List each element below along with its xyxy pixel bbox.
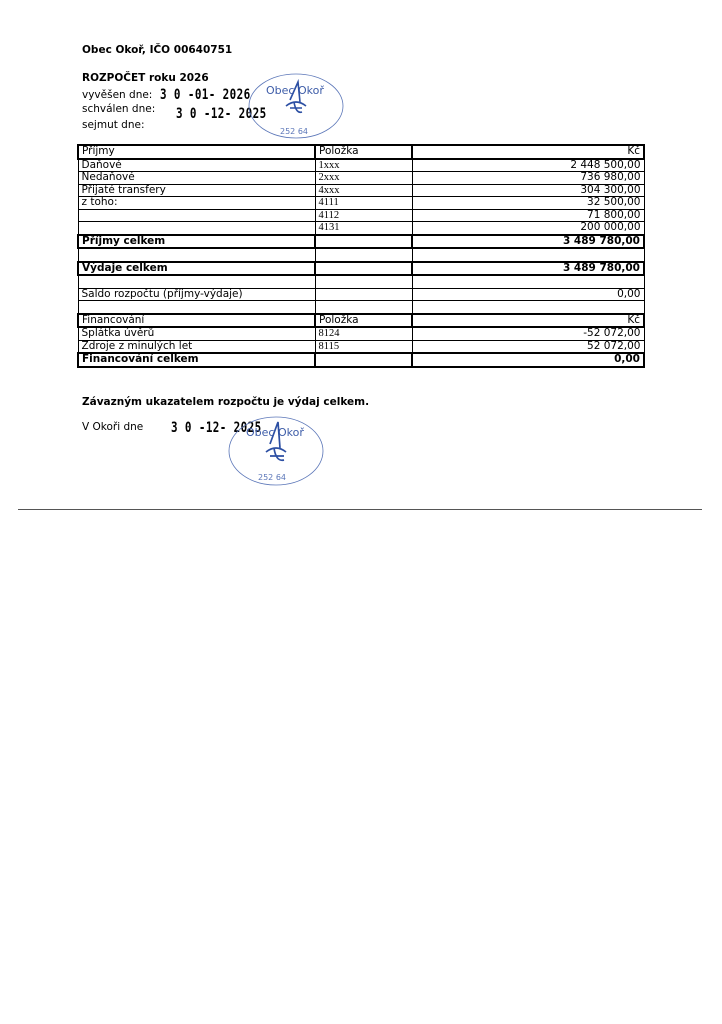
row-label: Nedaňové xyxy=(78,172,315,185)
municipal-seal-bottom xyxy=(226,414,326,486)
row-item: 4xxx xyxy=(315,184,412,197)
row-item: 4111 xyxy=(315,197,412,210)
row-item: 8115 xyxy=(315,340,412,353)
row-amount: 736 980,00 xyxy=(412,172,644,185)
seal-lettering: Obec Okoř xyxy=(246,426,304,439)
table-row xyxy=(78,159,644,172)
table-row xyxy=(78,209,644,222)
income-header-item: Položka xyxy=(315,145,412,159)
row-label xyxy=(78,209,315,222)
approved-date-stamp: 3 0 -12- 2025 xyxy=(176,106,267,122)
seal-postcode: 252 64 xyxy=(258,473,286,482)
balance-row xyxy=(78,288,644,301)
table-row xyxy=(78,327,644,340)
table-row xyxy=(78,172,644,185)
income-header-label: Příjmy xyxy=(78,145,315,159)
page-divider xyxy=(18,509,702,510)
row-amount: -52 072,00 xyxy=(412,327,644,340)
budget-table xyxy=(77,144,645,368)
expense-total-amount: 3 489 780,00 xyxy=(412,262,644,276)
row-label xyxy=(78,222,315,235)
financing-header-item: Položka xyxy=(315,314,412,328)
table-row xyxy=(78,340,644,353)
row-amount: 71 800,00 xyxy=(412,209,644,222)
row-label: Daňové xyxy=(78,159,315,172)
row-amount: 304 300,00 xyxy=(412,184,644,197)
row-label: z toho: xyxy=(78,197,315,210)
table-row xyxy=(78,184,644,197)
seal-lettering: Obec Okoř xyxy=(266,84,324,97)
financing-header-currency: Kč xyxy=(412,314,644,328)
income-total-amount: 3 489 780,00 xyxy=(412,235,644,249)
budget-title: ROZPOČET roku 2026 xyxy=(82,72,209,84)
row-amount: 200 000,00 xyxy=(412,222,644,235)
row-item: 8124 xyxy=(315,327,412,340)
table-row xyxy=(78,197,644,210)
signing-date-stamp: 3 0 -12- 2025 xyxy=(171,420,262,436)
balance-amount: 0,00 xyxy=(412,288,644,301)
row-item: 4112 xyxy=(315,209,412,222)
income-total-label: Příjmy celkem xyxy=(78,235,315,249)
expense-total-label: Výdaje celkem xyxy=(78,262,315,276)
income-header-row xyxy=(78,145,644,159)
financing-total-row xyxy=(78,353,644,367)
income-header-currency: Kč xyxy=(412,145,644,159)
row-label: Splátka úvěrů xyxy=(78,327,315,340)
row-amount: 52 072,00 xyxy=(412,340,644,353)
income-total-row xyxy=(78,235,644,249)
row-label: Zdroje z minulých let xyxy=(78,340,315,353)
municipality-header: Obec Okoř, IČO 00640751 xyxy=(82,44,233,56)
table-row xyxy=(78,222,644,235)
row-item: 1xxx xyxy=(315,159,412,172)
expense-total-row xyxy=(78,262,644,276)
place-label: V Okoři dne xyxy=(82,421,144,433)
posted-date-stamp: 3 0 -01- 2026 xyxy=(160,87,251,103)
row-amount: 32 500,00 xyxy=(412,197,644,210)
financing-total-amount: 0,00 xyxy=(412,353,644,367)
balance-label: Saldo rozpočtu (příjmy-výdaje) xyxy=(78,288,315,301)
row-item: 2xxx xyxy=(315,172,412,185)
row-label: Přijaté transfery xyxy=(78,184,315,197)
row-item: 4131 xyxy=(315,222,412,235)
financing-header-row xyxy=(78,314,644,328)
municipal-seal-top xyxy=(246,72,346,140)
binding-note: Závazným ukazatelem rozpočtu je výdaj celkem. xyxy=(82,396,370,408)
posted-label: vyvěšen dne: xyxy=(82,89,153,101)
row-amount: 2 448 500,00 xyxy=(412,159,644,172)
financing-total-label: Financování celkem xyxy=(78,353,315,367)
financing-header-label: Financování xyxy=(78,314,315,328)
approved-label: schválen dne: xyxy=(82,103,156,115)
removed-label: sejmut dne: xyxy=(82,119,145,131)
seal-postcode: 252 64 xyxy=(280,127,308,136)
